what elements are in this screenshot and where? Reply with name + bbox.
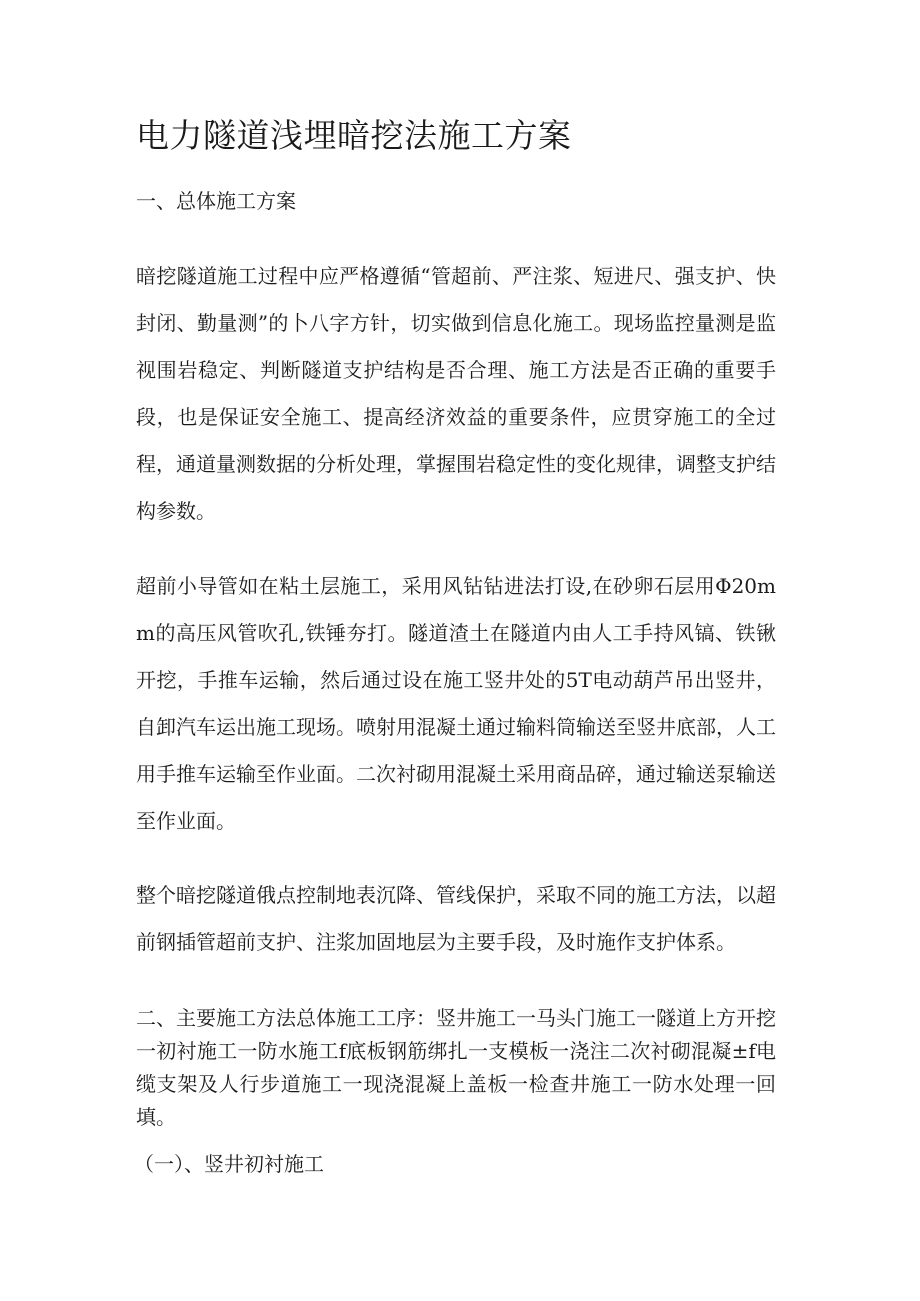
paragraph: 整个暗挖隧道俄点控制地表沉降、管线保护，采取不同的施工方法，以超前钢插管超前支护、注浆加固地层为主要手段，及时施作支护体系。	[136, 883, 776, 954]
document-title: 电力隧道浅埋暗挖法施工方案	[136, 116, 572, 155]
subsection-heading: （一）、竖井初衬施工	[134, 1152, 324, 1176]
paragraph: 暗挖隧道施工过程中应严格遵循“管超前、严注浆、短进尺、强支护、快封闭、勤量测”的卜八字方针，切实做到信息化施工。现场监控量测是监视围岩稳定、判断隧道支护结构是否合理、施工方法是否正确的重要手段，也是保证安全施工、提高经济效益的重要条件，应贯穿施工的全过程，通道量测数据的分析处理，掌握围岩稳定性的变化规律，调整支护结构参数。	[136, 264, 776, 523]
section-heading: 一、总体施工方案	[136, 189, 296, 213]
paragraph: 二、主要施工方法总体施工工序：竖井施工一马头门施工一隧道上方开挖一初衬施工一防水施工f底板钢筋绑扎一支模板一浇注二次衬砌混凝±f电缆支架及人行步道施工一现浇混凝上盖板一检查井施工一防水处理一回填。	[136, 1006, 776, 1129]
paragraph: 超前小导管如在粘土层施工，采用风钻钻进法打设,在砂卵石层用Φ20mm的高压风管吹孔,铁锤夯打。隧道渣土在隧道内由人工手持风镐、铁锹开挖，手推车运输，然后通过设在施工竖井处的5T电动葫芦吊出竖井，自卸汽车运出施工现场。喷射用混凝土通过输料筒输送至竖井底部，人工用手推车运输至作业面。二次衬砌用混凝土采用商品碎，通过输送泵输送至作业面。	[136, 574, 776, 833]
